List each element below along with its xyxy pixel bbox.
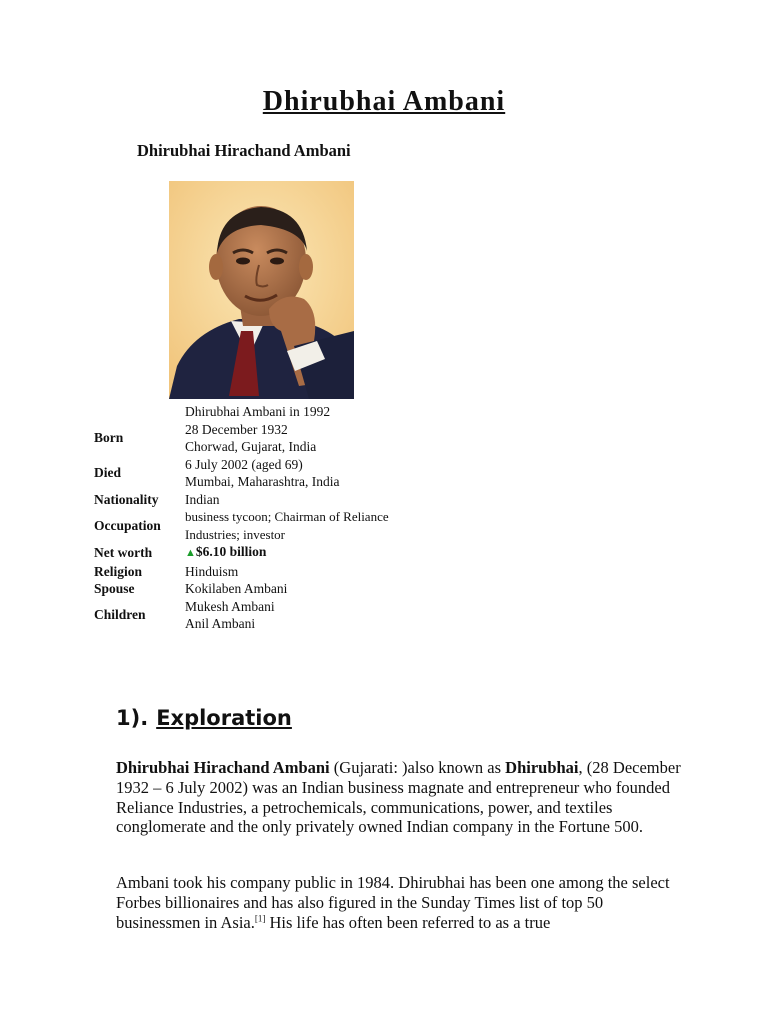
nationality-label: Nationality xyxy=(94,491,159,507)
spouse-row xyxy=(88,580,389,598)
born-label: Born xyxy=(94,430,124,446)
net-worth-row xyxy=(88,543,389,563)
born-date: 28 December 1932 xyxy=(185,421,288,437)
portrait-photo xyxy=(169,181,354,399)
nationality-row xyxy=(88,491,389,509)
increase-arrow-icon: ▲ xyxy=(185,547,196,559)
died-place: Mumbai, Maharashtra, India xyxy=(185,474,340,489)
children-label: Children xyxy=(94,607,146,623)
died-label: Died xyxy=(94,465,121,481)
subtitle: Dhirubhai Hirachand Ambani xyxy=(137,141,351,160)
paragraph-2-text-b: His life has often been referred to as a true xyxy=(265,912,551,932)
footnote-ref[interactable]: [1] xyxy=(254,913,266,924)
paragraph-1-text-a: (Gujarati: )also known as xyxy=(329,758,506,777)
paragraph-1-text-b: , (28 December 1932 – 6 July 2002) was an Indian business magnate and entrepreneur who founded Reliance Industries, a petrochemicals, communications, power, and textiles conglomerate and the only privately owned Indian company in the Fortune 500. xyxy=(116,758,681,837)
born-row xyxy=(88,421,389,456)
infobox xyxy=(88,403,389,633)
occupation-line-1: business tycoon; Chairman of Reliance xyxy=(185,509,389,524)
religion-label: Religion xyxy=(94,563,143,579)
died-row xyxy=(88,456,389,491)
nationality-value: Indian xyxy=(185,491,220,507)
child-2: Anil Ambani xyxy=(185,616,256,631)
died-date: 6 July 2002 (aged 69) xyxy=(185,456,303,472)
paragraph-1 xyxy=(116,758,686,837)
section-title: Exploration xyxy=(156,706,292,730)
spouse-value: Kokilaben Ambani xyxy=(185,581,288,596)
section-heading xyxy=(116,706,292,730)
children-row xyxy=(88,598,389,633)
occupation-label: Occupation xyxy=(94,517,161,533)
spouse-label: Spouse xyxy=(94,581,135,596)
section-number: 1). xyxy=(116,706,149,730)
paragraph-2 xyxy=(116,873,686,932)
portrait-caption: Dhirubhai Ambani in 1992 xyxy=(185,404,331,419)
religion-value: Hinduism xyxy=(185,563,239,579)
net-worth-value: $6.10 billion xyxy=(195,544,267,559)
caption-row xyxy=(88,403,389,421)
paragraph-2-text-a: Ambani took his company public in 1984. Dhirubhai has been one among the select Forbes billionaires and has also figured in the Sunday Times list of top 50 businessmen in Asia. xyxy=(116,873,670,932)
full-name-bold: Dhirubhai Hirachand Ambani xyxy=(116,758,330,777)
nickname-bold: Dhirubhai xyxy=(505,758,579,777)
occupation-row xyxy=(88,508,389,543)
net-worth-label: Net worth xyxy=(94,545,153,560)
page-title: Dhirubhai Ambani xyxy=(262,86,506,117)
child-1: Mukesh Ambani xyxy=(185,598,275,614)
occupation-line-2: Industries; investor xyxy=(185,526,286,542)
religion-row xyxy=(88,563,389,581)
born-place: Chorwad, Gujarat, India xyxy=(185,439,317,454)
